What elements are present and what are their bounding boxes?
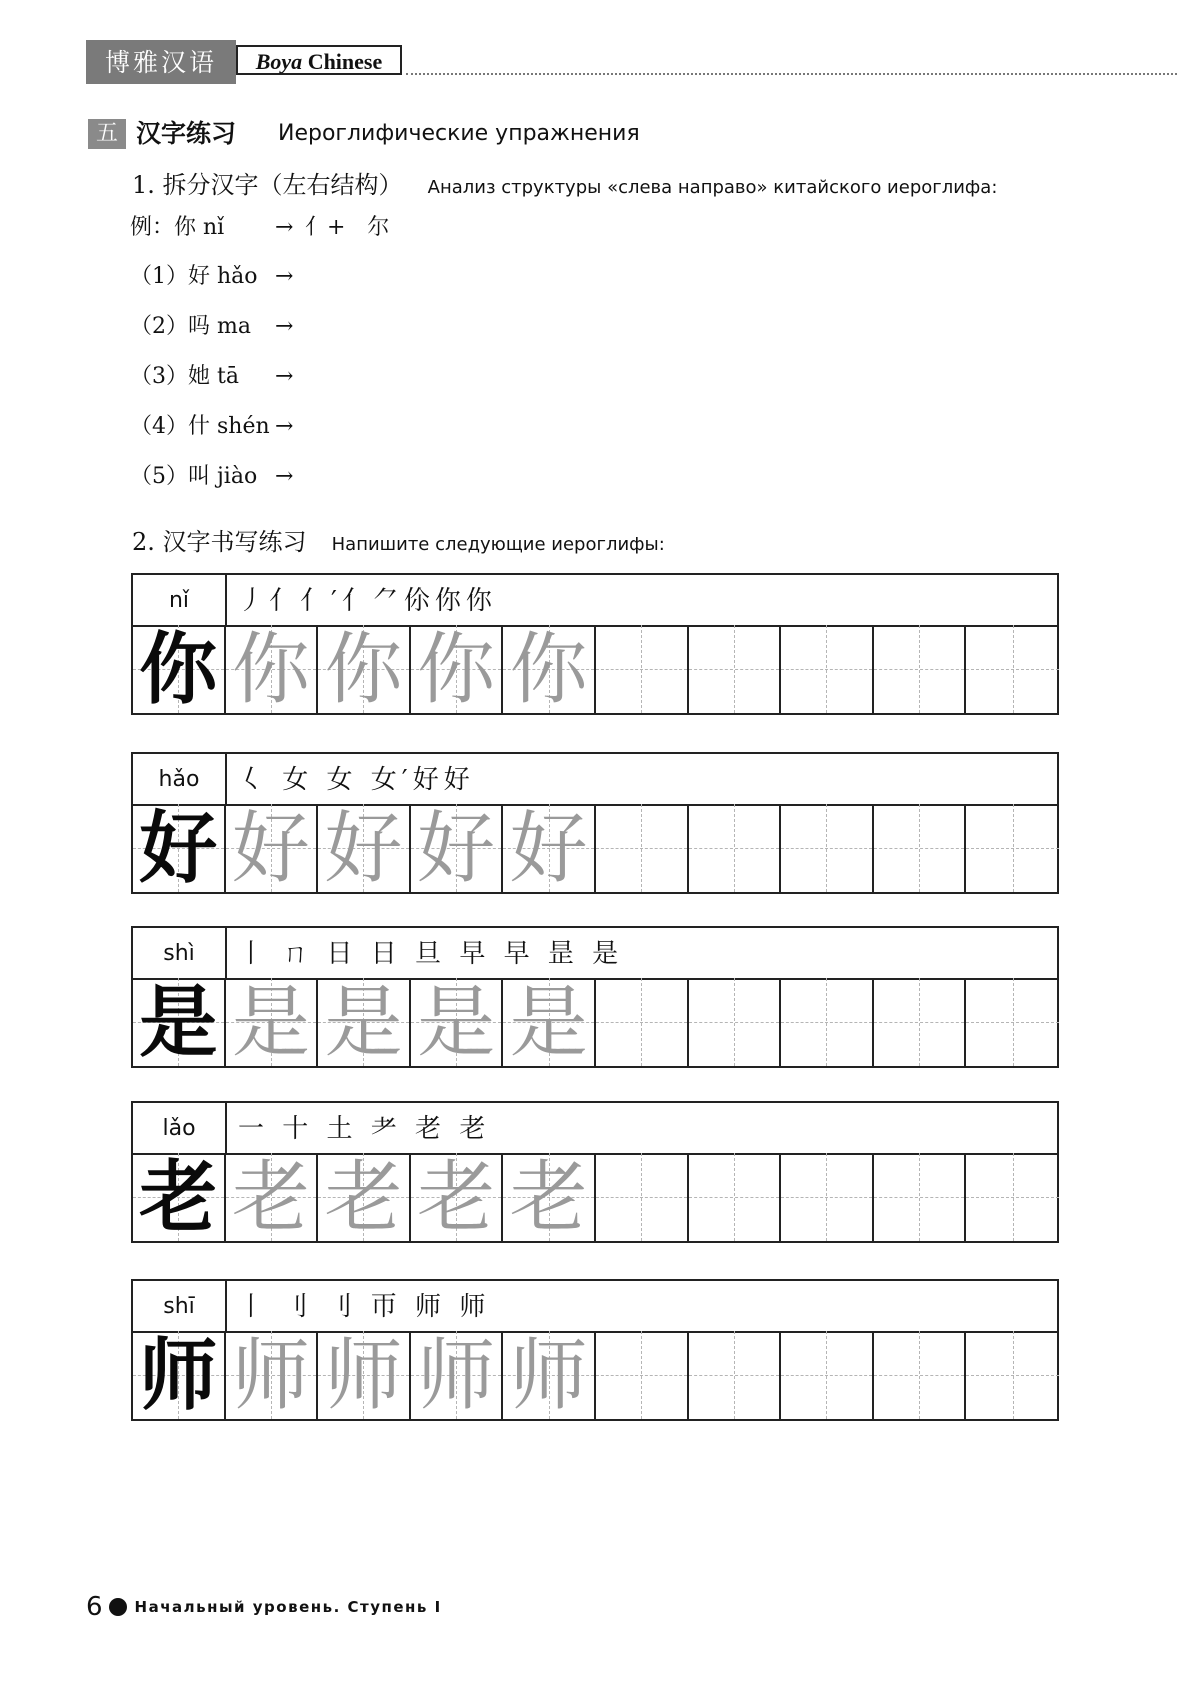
model-character-cell: [133, 978, 226, 1066]
trace-character: 是: [231, 978, 310, 1068]
exercise-2-heading: [132, 522, 665, 557]
practice-grid: [131, 926, 1059, 1068]
model-character-cell: [133, 804, 226, 892]
list-item: [130, 262, 305, 292]
empty-writing-cell: [966, 1153, 1059, 1241]
grid-header-row: [133, 1281, 1057, 1333]
writing-cells: [133, 804, 1057, 892]
page-number: 6: [86, 1592, 103, 1622]
practice-grid: [131, 1101, 1059, 1243]
writing-cells: [133, 978, 1057, 1066]
empty-writing-cell: [596, 804, 689, 892]
list-item: [130, 312, 305, 342]
arrow-icon: →: [275, 414, 294, 439]
page-header: [86, 40, 1179, 84]
book-title-en: [236, 45, 402, 75]
empty-writing-cell: [781, 804, 874, 892]
list-item: [130, 462, 305, 492]
arrow-icon: →: [275, 364, 294, 389]
empty-writing-cell: [781, 625, 874, 713]
trace-character-cell: [226, 978, 319, 1066]
empty-writing-cell: [689, 804, 782, 892]
arrow-icon: →: [275, 314, 294, 339]
grid-header-row: [133, 1103, 1057, 1155]
header-dotted-rule: [406, 73, 1179, 75]
book-title-cn: 博雅汉语: [86, 40, 236, 84]
trace-character-cell: [411, 978, 504, 1066]
section-title-ru: Иероглифические упражнения: [278, 121, 640, 146]
trace-character: 好: [324, 804, 403, 894]
grid-header-row: [133, 928, 1057, 980]
arrow-icon: →: [275, 215, 294, 240]
empty-writing-cell: [874, 625, 967, 713]
writing-cells: [133, 1331, 1057, 1419]
empty-writing-cell: [689, 1331, 782, 1419]
model-character-cell: [133, 1331, 226, 1419]
trace-character: 是: [324, 978, 403, 1068]
trace-character-cell: [503, 978, 596, 1066]
trace-character-cell: [503, 804, 596, 892]
trace-character-cell: [226, 625, 319, 713]
empty-writing-cell: [596, 978, 689, 1066]
book-title-en-italic: Boya: [255, 49, 303, 74]
section-title-cn: 汉字练习: [136, 119, 237, 148]
pinyin-label: shī: [133, 1281, 227, 1331]
empty-writing-cell: [966, 625, 1059, 713]
empty-writing-cell: [874, 1153, 967, 1241]
trace-character-cell: [226, 804, 319, 892]
trace-character-cell: [503, 1153, 596, 1241]
model-character: 老: [139, 1153, 218, 1243]
pinyin-label: nǐ: [133, 575, 227, 625]
empty-writing-cell: [596, 1153, 689, 1241]
exercise-1-title: 1. 拆分汉字（左右结构）: [132, 171, 403, 199]
example-row: [130, 213, 389, 243]
pinyin-label: hǎo: [133, 754, 227, 804]
empty-writing-cell: [874, 804, 967, 892]
trace-character: 是: [417, 978, 496, 1068]
trace-character: 师: [231, 1331, 310, 1421]
empty-writing-cell: [781, 1331, 874, 1419]
model-character: 你: [139, 625, 218, 715]
empty-writing-cell: [966, 804, 1059, 892]
item-label: （5）叫 jiào: [130, 464, 258, 489]
model-character: 是: [139, 978, 218, 1068]
model-character: 师: [139, 1331, 218, 1421]
writing-cells: [133, 1153, 1057, 1241]
item-label: （2）吗 ma: [130, 314, 251, 339]
trace-character: 好: [509, 804, 588, 894]
example-label: 例：你 nǐ: [130, 215, 225, 240]
trace-character: 好: [231, 804, 310, 894]
trace-character: 师: [509, 1331, 588, 1421]
trace-character-cell: [411, 625, 504, 713]
empty-writing-cell: [966, 978, 1059, 1066]
empty-writing-cell: [689, 625, 782, 713]
trace-character-cell: [503, 625, 596, 713]
list-item: [130, 412, 305, 442]
bullet-icon: [109, 1598, 127, 1616]
trace-character: 老: [509, 1153, 588, 1243]
model-character-cell: [133, 625, 226, 713]
pinyin-label: lǎo: [133, 1103, 227, 1153]
arrow-icon: →: [275, 464, 294, 489]
trace-character: 好: [417, 804, 496, 894]
pinyin-label: shì: [133, 928, 227, 978]
trace-character-cell: [318, 1331, 411, 1419]
grid-header-row: [133, 575, 1057, 627]
exercise-2-instruction: Напишите следующие иероглифы:: [331, 534, 665, 555]
trace-character-cell: [503, 1331, 596, 1419]
practice-grid: [131, 573, 1059, 715]
item-label: （3）她 tā: [130, 364, 239, 389]
trace-character-cell: [411, 1331, 504, 1419]
trace-character: 师: [417, 1331, 496, 1421]
item-label: （1）好 hǎo: [130, 264, 258, 289]
empty-writing-cell: [874, 1331, 967, 1419]
section-number-badge: 五: [88, 119, 126, 149]
stroke-order: 丿亻亻′亻⺈伱你你: [238, 586, 497, 616]
trace-character: 你: [417, 625, 496, 715]
practice-grid: [131, 752, 1059, 894]
empty-writing-cell: [781, 978, 874, 1066]
footer-level-text: Начальный уровень. Ступень I: [134, 1598, 442, 1616]
trace-character-cell: [411, 1153, 504, 1241]
empty-writing-cell: [596, 625, 689, 713]
empty-writing-cell: [781, 1153, 874, 1241]
exercise-2-title: 2. 汉字书写练习: [132, 528, 307, 556]
book-title-en-rest: Chinese: [302, 49, 383, 74]
trace-character: 老: [417, 1153, 496, 1243]
empty-writing-cell: [596, 1331, 689, 1419]
model-character-cell: [133, 1153, 226, 1241]
trace-character: 师: [324, 1331, 403, 1421]
trace-character: 你: [509, 625, 588, 715]
trace-character-cell: [318, 625, 411, 713]
practice-grid: [131, 1279, 1059, 1421]
trace-character-cell: [226, 1331, 319, 1419]
list-item: [130, 362, 305, 392]
trace-character-cell: [318, 804, 411, 892]
stroke-order: 一 十 土 耂 老 老: [238, 1114, 491, 1144]
example-parts: 亻+ 尔: [305, 215, 390, 240]
writing-cells: [133, 625, 1057, 713]
trace-character-cell: [411, 804, 504, 892]
trace-character: 老: [324, 1153, 403, 1243]
stroke-order: 𡿨 女 女 女′好好: [238, 765, 475, 795]
trace-character: 老: [231, 1153, 310, 1243]
exercise-1-instruction: Анализ структуры «слева направо» китайского иероглифа:: [427, 177, 998, 198]
item-label: （4）什 shén: [130, 414, 270, 439]
model-character: 好: [139, 804, 218, 894]
page-footer: [86, 1592, 442, 1622]
trace-character-cell: [226, 1153, 319, 1241]
grid-header-row: [133, 754, 1057, 806]
empty-writing-cell: [966, 1331, 1059, 1419]
empty-writing-cell: [874, 978, 967, 1066]
trace-character: 是: [509, 978, 588, 1068]
exercise-1-heading: [132, 165, 997, 200]
empty-writing-cell: [689, 1153, 782, 1241]
trace-character: 你: [231, 625, 310, 715]
trace-character-cell: [318, 1153, 411, 1241]
stroke-order: 丨 刂 刂 帀 师 师: [238, 1292, 491, 1322]
arrow-icon: →: [275, 264, 294, 289]
stroke-order: 丨 ㄇ 日 日 旦 早 早 昰 是: [238, 939, 624, 969]
trace-character: 你: [324, 625, 403, 715]
trace-character-cell: [318, 978, 411, 1066]
empty-writing-cell: [689, 978, 782, 1066]
